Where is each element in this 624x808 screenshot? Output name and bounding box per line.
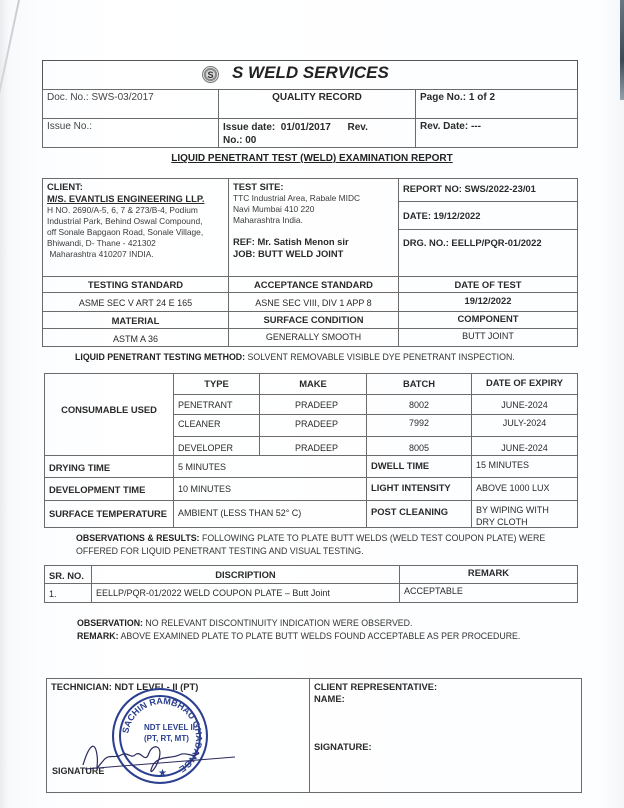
col-type: TYPE	[173, 373, 260, 395]
client-rep-name-label: NAME:	[314, 693, 345, 704]
scan-edge-shadow	[620, 0, 624, 100]
doc-no: Doc. No.: SWS-03/2017	[42, 89, 219, 119]
consumable-make: PRADEEP	[259, 414, 367, 437]
col-description: DISCRIPTION	[91, 565, 400, 584]
issue-date	[218, 118, 416, 148]
consumable-expiry: JUNE-2024	[471, 394, 578, 415]
test-site-cell	[228, 178, 399, 277]
testing-method-value: SOLVENT REMOVABLE VISIBLE DYE PENETRANT INSPECTION.	[245, 352, 515, 362]
star-icon: ★	[158, 768, 167, 779]
consumable-batch: 8002	[366, 394, 472, 415]
testing-method-label: LIQUID PENETRANT TESTING METHOD:	[75, 352, 246, 362]
acceptance-standard-header: ACCEPTANCE STANDARD	[228, 276, 399, 293]
observations-results-line2: OFFERED FOR LIQUID PENETRANT TESTING AND VISUAL TESTING.	[76, 546, 364, 556]
handwritten-signature	[75, 725, 245, 785]
page-no: Page No.: 1 of 2	[415, 89, 578, 119]
light-intensity-label: LIGHT INTENSITY	[366, 477, 472, 501]
col-date-of-expiry: DATE OF EXPIRY	[471, 373, 578, 395]
stamp-line1: NDT LEVEL II	[144, 723, 195, 732]
company-name: S WELD SERVICES	[232, 63, 389, 82]
test-site-label: TEST SITE:	[233, 181, 284, 192]
component-header: COMPONENT	[398, 311, 578, 329]
consumable-make: PRADEEP	[259, 436, 367, 456]
reference: REF: Mr. Satish Menon sir	[233, 236, 349, 247]
client-address-1: H NO. 2690/A-5, 6, 7 & 273/B-4, Podium	[47, 205, 198, 215]
observations-results-label: OBSERVATIONS & RESULTS:	[76, 533, 200, 543]
client-address-3: off Sonale Bapgaon Road, Sonale Village,	[47, 227, 204, 237]
consumable-used-label: CONSUMABLE USED	[44, 373, 174, 456]
consumable-batch: 8005	[366, 436, 472, 456]
material-value: ASTM A 36	[42, 328, 229, 347]
surface-temperature-value: AMBIENT (LESS THAN 52° C)	[173, 500, 367, 528]
testing-standard-header: TESTING STANDARD	[42, 276, 229, 293]
consumable-batch: 7992	[366, 414, 472, 437]
drying-time-value: 5 MINUTES	[173, 455, 367, 478]
date-of-test-value: 19/12/2022	[398, 292, 578, 312]
col-make: MAKE	[259, 373, 367, 395]
issue-no: Issue No.:	[42, 118, 219, 148]
client-address-4: Bhiwandi, D- Thane - 421302	[47, 238, 156, 248]
client-rep-signature-label: SIGNATURE:	[314, 741, 372, 752]
consumable-type: CLEANER	[173, 414, 260, 437]
col-batch: BATCH	[366, 373, 472, 395]
client-address-2: Industrial Park, Behind Oswal Compound,	[47, 216, 203, 226]
observation-value: NO RELEVANT DISCONTINUITY INDICATION WERE OBSERVED.	[142, 618, 413, 628]
acceptance-standard-value: ASNE SEC VIII, DIV 1 APP 8	[228, 292, 399, 312]
surface-temperature-label: SURFACE TEMPERATURE	[44, 500, 174, 528]
post-cleaning-label: POST CLEANING	[366, 500, 472, 528]
date-of-test-header: DATE OF TEST	[398, 276, 578, 293]
post-cleaning-value	[471, 500, 578, 528]
testing-method	[75, 352, 515, 362]
light-intensity-value: ABOVE 1000 LUX	[471, 477, 578, 501]
report-date: DATE: 19/12/2022	[398, 201, 578, 230]
dwell-time-label: DWELL TIME	[366, 455, 472, 478]
material-header: MATERIAL	[42, 311, 229, 329]
surface-condition-header: SURFACE CONDITION	[228, 311, 399, 329]
client-address-5: Maharashtra 410207 INDIA.	[47, 249, 154, 259]
client-rep-box	[309, 678, 582, 793]
test-site-address-2: Navi Mumbai 410 220	[233, 204, 315, 214]
col-remark: REMARK	[399, 565, 578, 584]
surface-condition-value: GENERALLY SMOOTH	[228, 328, 399, 347]
remark-label: REMARK:	[77, 631, 119, 641]
observation-label: OBSERVATION:	[77, 618, 143, 628]
stamp-line2: (PT, RT, MT)	[144, 734, 189, 743]
development-time-value: 10 MINUTES	[173, 477, 367, 501]
col-sr-no: SR. NO.	[44, 565, 92, 584]
development-time-label: DEVELOPMENT TIME	[44, 477, 174, 501]
record-type: QUALITY RECORD	[218, 89, 416, 119]
observation	[77, 618, 412, 628]
sw-logo-icon: S	[202, 66, 219, 83]
client-label: CLIENT:	[47, 181, 83, 192]
post-cleaning-line1: BY WIPING WITH	[476, 505, 549, 515]
drying-time-label: DRYING TIME	[44, 455, 174, 478]
result-sr-no: 1.	[44, 583, 92, 603]
technician-signature-label: SIGNATURE	[52, 766, 105, 776]
observations-results	[76, 533, 545, 543]
component-value: BUTT JOINT	[398, 328, 578, 347]
stamp-name: SACHIN RAMBHAU GHADANGE	[120, 695, 205, 775]
drg-no: DRG. NO.: EELLP/PQR-01/2022	[398, 229, 578, 277]
test-site-address-1: TTC Industrial Area, Rabale MIDC	[233, 193, 361, 203]
observations-results-line1: FOLLOWING PLATE TO PLATE BUTT WELDS (WELD TEST COUPON PLATE) WERE	[199, 533, 546, 543]
dwell-time-value: 15 MINUTES	[471, 455, 578, 478]
issue-date-line1: Issue date: 01/01/2017 Rev.	[223, 122, 368, 133]
issue-date-line2: No.: 00	[223, 135, 257, 146]
result-description: EELLP/PQR-01/2022 WELD COUPON PLATE – Butt Joint	[91, 583, 400, 603]
remark	[77, 631, 520, 641]
job: JOB: BUTT WELD JOINT	[233, 248, 344, 259]
result-remark: ACCEPTABLE	[399, 583, 578, 603]
technician-label: TECHNICIAN: NDT LEVEL- II (PT)	[51, 681, 199, 692]
rev-date: Rev. Date: ---	[415, 118, 578, 148]
consumable-type: DEVELOPER	[173, 436, 260, 456]
remark-value: ABOVE EXAMINED PLATE TO PLATE BUTT WELDS FOUND ACCEPTABLE AS PER PROCEDURE.	[118, 631, 521, 641]
test-site-address-3: Maharashtra India.	[233, 215, 303, 225]
post-cleaning-line2: DRY CLOTH	[476, 517, 528, 527]
client-rep-label: CLIENT REPRESENTATIVE:	[314, 681, 438, 692]
report-no: REPORT NO: SWS/2022-23/01	[398, 178, 578, 202]
consumable-expiry: JULY-2024	[471, 414, 578, 437]
report-title: LIQUID PENETRANT TEST (WELD) EXAMINATION REPORT	[171, 153, 453, 164]
client-cell	[42, 178, 229, 277]
consumable-make: PRADEEP	[259, 394, 367, 415]
testing-standard-value: ASME SEC V ART 24 E 165	[42, 292, 229, 312]
client-name: M/S. EVANTLIS ENGINEERING LLP.	[47, 193, 205, 204]
consumable-type: PENETRANT	[173, 394, 260, 415]
consumable-expiry: JUNE-2024	[471, 436, 578, 456]
